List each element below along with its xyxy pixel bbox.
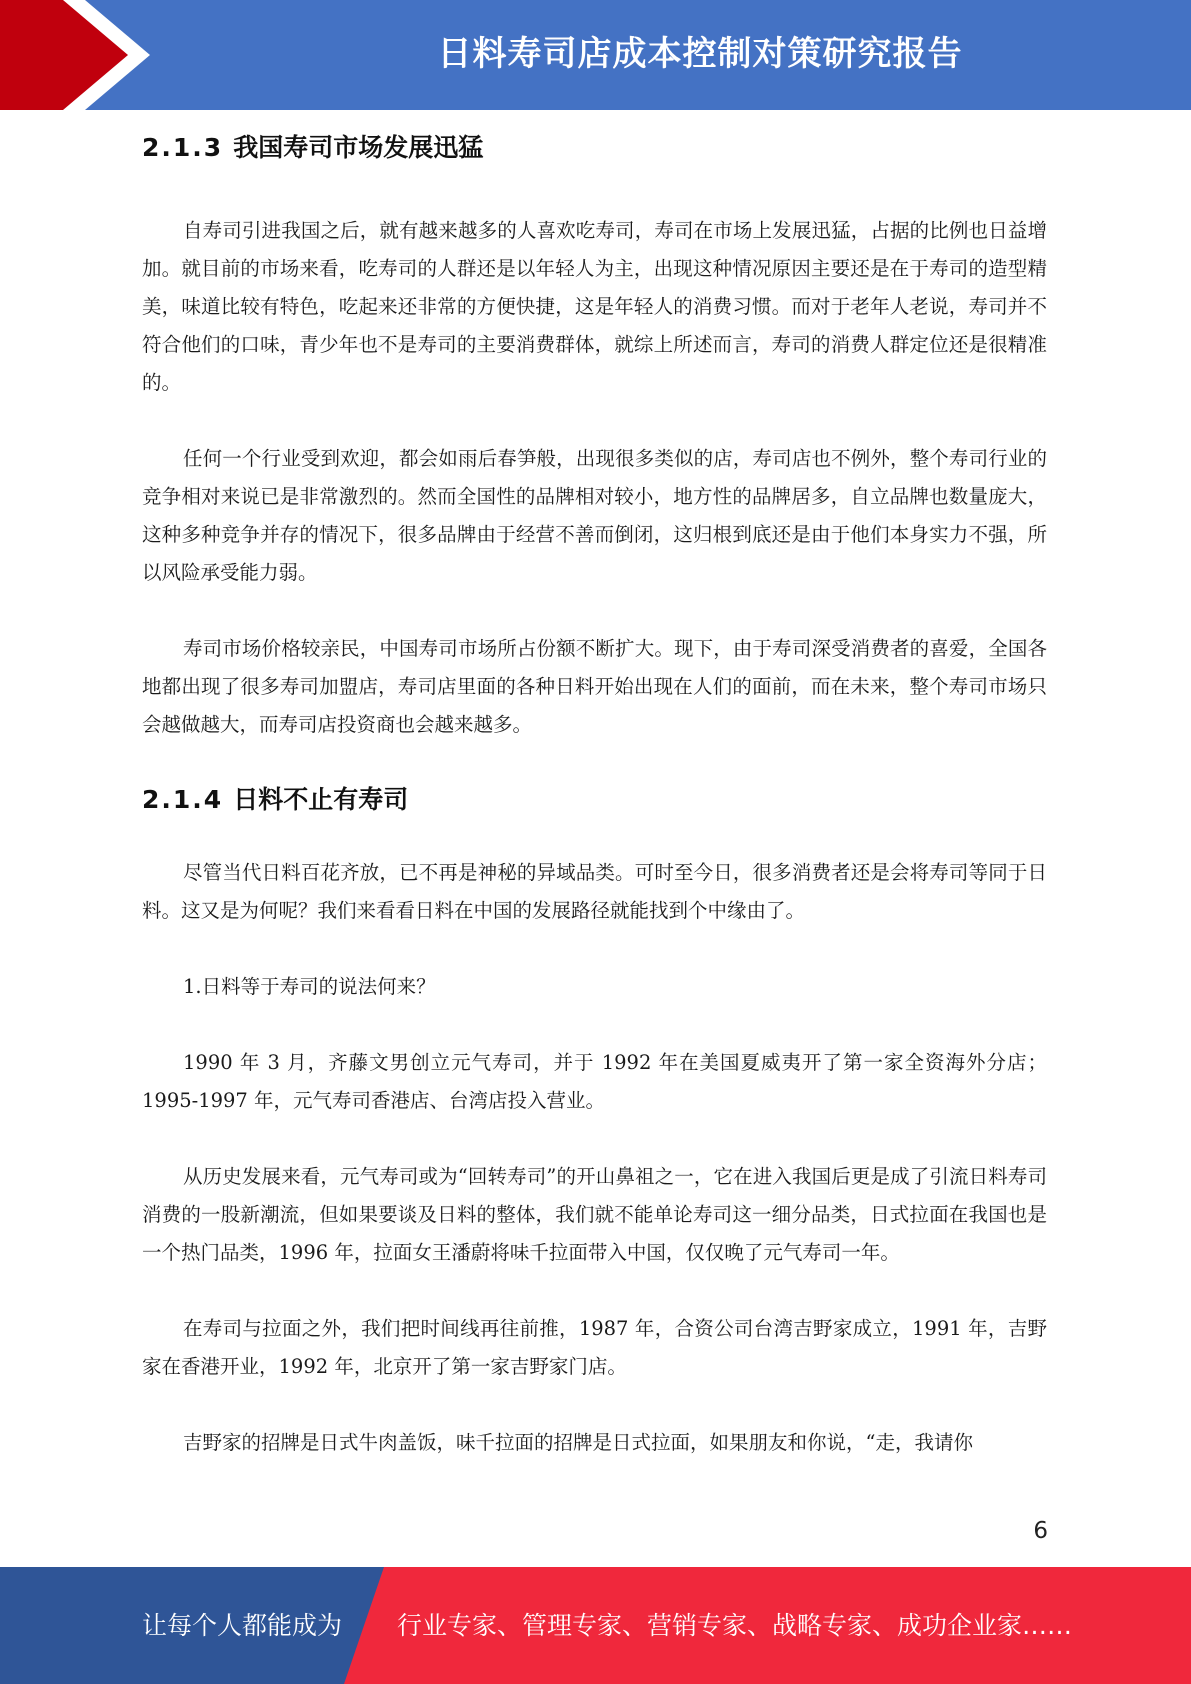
body-paragraph: 1990 年 3 月，齐藤文男创立元气寿司，并于 1992 年在美国夏威夷开了第一家全资海外分店；1995-1997 年，元气寿司香港店、台湾店投入营业。 — [142, 1051, 1047, 1112]
body-paragraph: 尽管当代日料百花齐放，已不再是神秘的异域品类。可时至今日，很多消费者还是会将寿司等同于日料。这又是为何呢？我们来看看日料在中国的发展路径就能找到个中缘由了。 — [142, 861, 1047, 922]
body-paragraph: 任何一个行业受到欢迎，都会如雨后春笋般，出现很多类似的店，寿司店也不例外，整个寿司行业的竞争相对来说已是非常激烈的。然而全国性的品牌相对较小，地方性的品牌居多，自立品牌也数量庞大，这种多种竞争并存的情况下，很多品牌由于经营不善而倒闭，这归根到底还是由于他们本身实力不强，所以风险承受能力弱。 — [142, 447, 1047, 584]
chevron-red-fill — [0, 0, 128, 110]
document-body — [142, 128, 1047, 1462]
body-paragraph: 寿司市场价格较亲民，中国寿司市场所占份额不断扩大。现下，由于寿司深受消费者的喜爱，全国各地都出现了很多寿司加盟店，寿司店里面的各种日料开始出现在人们的面前，而在未来，整个寿司市场只会越做越大，而寿司店投资商也会越来越多。 — [142, 637, 1047, 736]
footer-slogan-left: 让每个人都能成为 — [142, 1611, 343, 1640]
page-number: 6 — [1033, 1518, 1048, 1544]
section-title: 日料不止有寿司 — [233, 785, 409, 814]
red-chevron-icon — [0, 0, 160, 110]
section-title: 我国寿司市场发展迅猛 — [233, 133, 484, 162]
section-heading — [142, 128, 1047, 164]
numbered-question: 1.日料等于寿司的说法何来？ — [183, 975, 436, 998]
footer-slogan-right: 行业专家、管理专家、营销专家、战略专家、成功企业家…… — [397, 1611, 1073, 1640]
page-footer-band — [0, 1567, 1191, 1684]
section-number: 2.1.4 — [142, 785, 224, 814]
report-title: 日料寿司店成本控制对策研究报告 — [437, 34, 963, 74]
body-paragraph: 在寿司与拉面之外，我们把时间线再往前推，1987 年，合资公司台湾吉野家成立，1991 年，吉野家在香港开业，1992 年，北京开了第一家吉野家门店。 — [142, 1317, 1047, 1378]
section-number: 2.1.3 — [142, 133, 224, 162]
body-paragraph: 吉野家的招牌是日式牛肉盖饭，味千拉面的招牌是日式拉面，如果朋友和你说，“走，我请你 — [183, 1431, 973, 1454]
section-heading — [142, 780, 1047, 816]
body-paragraph: 自寿司引进我国之后，就有越来越多的人喜欢吃寿司，寿司在市场上发展迅猛，占据的比例也日益增加。就目前的市场来看，吃寿司的人群还是以年轻人为主，出现这种情况原因主要还是在于寿司的造型精美，味道比较有特色，吃起来还非常的方便快捷，这是年轻人的消费习惯。而对于老年人老说，寿司并不符合他们的口味，青少年也不是寿司的主要消费群体，就综上所述而言，寿司的消费人群定位还是很精准的。 — [142, 219, 1047, 394]
body-paragraph: 从历史发展来看，元气寿司或为“回转寿司”的开山鼻祖之一，它在进入我国后更是成了引流日料寿司消费的一股新潮流，但如果要谈及日料的整体，我们就不能单论寿司这一细分品类，日式拉面在我国也是一个热门品类，1996 年，拉面女王潘蔚将味千拉面带入中国，仅仅晚了元气寿司一年。 — [142, 1165, 1047, 1264]
page-header-band — [0, 0, 1191, 110]
